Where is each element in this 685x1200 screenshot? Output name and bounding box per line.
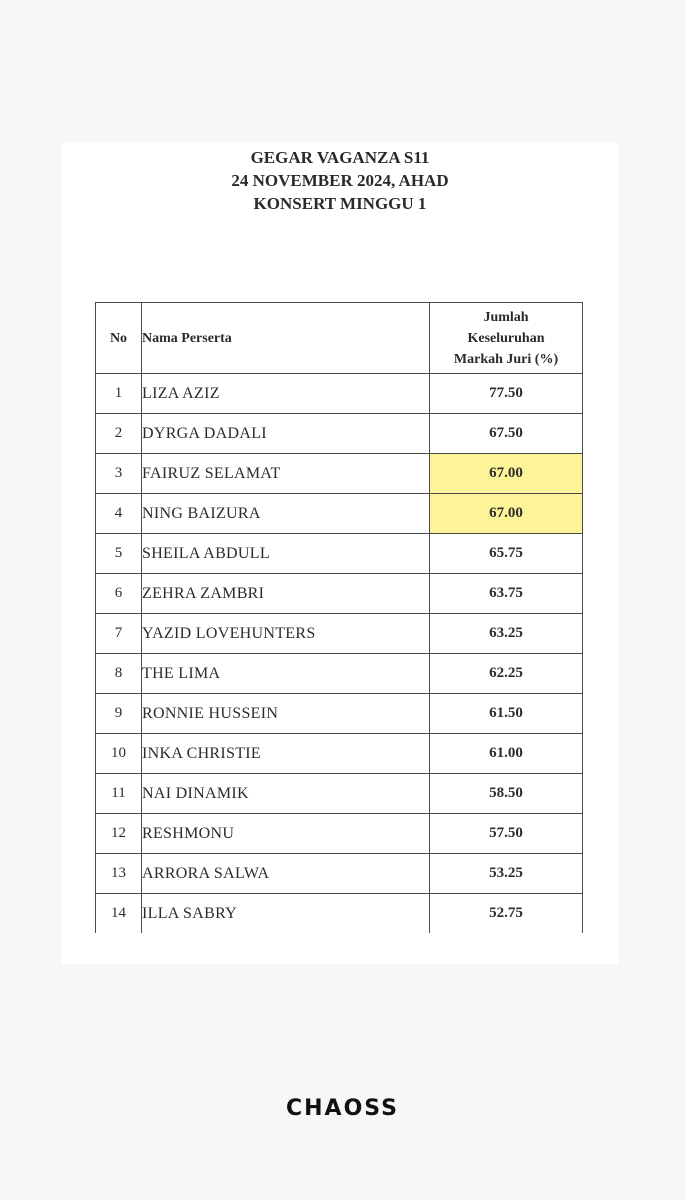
participant-name: ZEHRA ZAMBRI [142, 574, 430, 614]
participant-name: LIZA AZIZ [142, 374, 430, 414]
judge-score: 53.25 [430, 854, 583, 894]
row-number: 6 [96, 574, 142, 614]
participant-name: NAI DINAMIK [142, 774, 430, 814]
table-row [96, 894, 583, 934]
heading-line-date: 24 NOVEMBER 2024, AHAD [231, 171, 449, 190]
row-number: 2 [96, 414, 142, 454]
participant-name: YAZID LOVEHUNTERS [142, 614, 430, 654]
participant-name: THE LIMA [142, 654, 430, 694]
row-number: 14 [96, 894, 142, 934]
judge-score: 57.50 [430, 814, 583, 854]
table-row [96, 454, 583, 494]
brand-logo: CHAOSS [286, 1096, 399, 1121]
header-score-line-1: Jumlah [483, 309, 529, 325]
table-row [96, 694, 583, 734]
table-row [96, 414, 583, 454]
header-score [430, 303, 583, 374]
participant-name: RONNIE HUSSEIN [142, 694, 430, 734]
table-row [96, 734, 583, 774]
row-number: 1 [96, 374, 142, 414]
table-row [96, 494, 583, 534]
header-score-line-2: Keseluruhan [467, 330, 545, 346]
participant-name: ILLA SABRY [142, 894, 430, 934]
judge-score: 62.25 [430, 654, 583, 694]
header-name: Nama Perserta [142, 303, 430, 374]
row-number: 3 [96, 454, 142, 494]
judge-score: 67.00 [430, 494, 583, 534]
heading-line-show: GEGAR VAGANZA S11 [250, 148, 430, 167]
header-score-line-3: Markah Juri (%) [453, 351, 559, 367]
participant-name: NING BAIZURA [142, 494, 430, 534]
table-row [96, 614, 583, 654]
judge-score: 77.50 [430, 374, 583, 414]
row-number: 4 [96, 494, 142, 534]
judge-score: 58.50 [430, 774, 583, 814]
header-no: No [96, 303, 142, 374]
table-row [96, 654, 583, 694]
judge-score: 63.25 [430, 614, 583, 654]
table-row [96, 534, 583, 574]
row-number: 7 [96, 614, 142, 654]
table-row [96, 574, 583, 614]
participant-name: RESHMONU [142, 814, 430, 854]
judge-score: 61.50 [430, 694, 583, 734]
table-row [96, 814, 583, 854]
row-number: 8 [96, 654, 142, 694]
judge-score: 65.75 [430, 534, 583, 574]
table-header-row [96, 303, 583, 374]
table-row [96, 854, 583, 894]
results-body [96, 374, 583, 934]
row-number: 12 [96, 814, 142, 854]
results-table [95, 302, 583, 933]
row-number: 11 [96, 774, 142, 814]
judge-score: 63.75 [430, 574, 583, 614]
participant-name: FAIRUZ SELAMAT [142, 454, 430, 494]
row-number: 13 [96, 854, 142, 894]
judge-score: 67.00 [430, 454, 583, 494]
judge-score: 52.75 [430, 894, 583, 934]
participant-name: DYRGA DADALI [142, 414, 430, 454]
judge-score: 67.50 [430, 414, 583, 454]
table-row [96, 774, 583, 814]
row-number: 5 [96, 534, 142, 574]
row-number: 10 [96, 734, 142, 774]
judge-score: 61.00 [430, 734, 583, 774]
document-heading [62, 146, 618, 215]
table-row [96, 374, 583, 414]
heading-line-concert: KONSERT MINGGU 1 [253, 194, 427, 213]
row-number: 9 [96, 694, 142, 734]
participant-name: SHEILA ABDULL [142, 534, 430, 574]
participant-name: INKA CHRISTIE [142, 734, 430, 774]
participant-name: ARRORA SALWA [142, 854, 430, 894]
